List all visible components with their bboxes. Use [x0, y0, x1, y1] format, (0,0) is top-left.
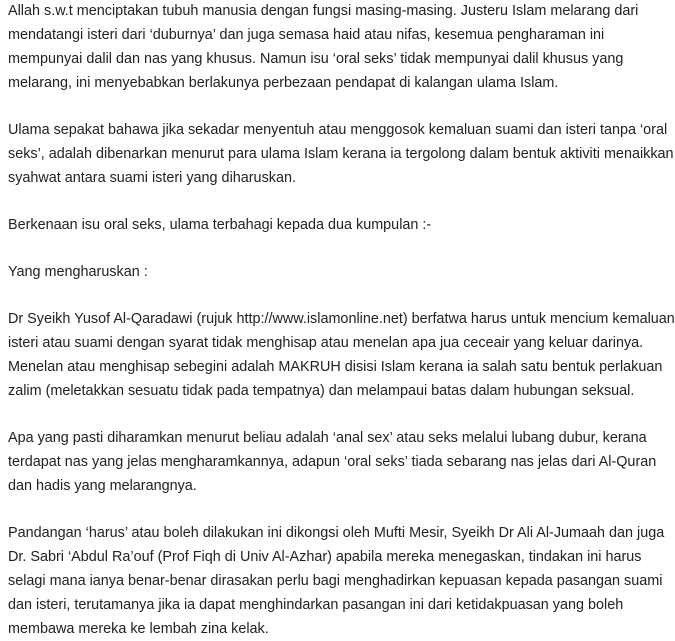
- text-line: membawa mereka ke lembah zina kelak.: [8, 621, 269, 637]
- text-line: Apa yang pasti diharamkan menurut beliau adalah ‘anal sex’ atau seks melalui lubang dubur, kerana: [8, 430, 647, 446]
- text-line: dan isteri, terutamanya jika ia dapat menghindarkan pasangan ini dari ketidakpuasan yang boleh: [8, 597, 624, 613]
- paragraph-consensus: [8, 118, 675, 190]
- text-line: dan hadis yang melarangnya.: [8, 478, 197, 494]
- text-line: selagi mana ianya benar-benar dirasakan perlu bagi menghadirkan kepuasan kepada pasangan suami: [8, 573, 663, 589]
- text-line: zalim (meletakkan sesuatu tidak pada tempatnya) dan melampaui batas dalam hubungan seksual.: [8, 383, 635, 399]
- text-line: seks’, adalah dibenarkan menurut para ulama Islam kerana ia tergolong dalam bentuk aktiviti menaikkan: [8, 146, 674, 162]
- text-line: Menelan atau menghisap sebegini adalah MAKRUH disisi Islam kerana ia salah satu bentuk perlakuan: [8, 359, 663, 375]
- text-line: Pandangan ‘harus’ atau boleh dilakukan ini dikongsi oleh Mufti Mesir, Syeikh Dr Ali Al-Jumaah dan juga: [8, 525, 665, 541]
- text-line: mendatangi isteri dari ‘duburnya’ dan juga semasa haid atau nifas, kesemua pengharaman ini: [8, 27, 605, 43]
- text-line: melarang, ini menyebabkan berlakunya perbezaan pendapat di kalangan ulama Islam.: [8, 75, 559, 91]
- text-line: terdapat nas yang jelas mengharamkannya, adapun ‘oral seks’ tiada sebarang nas jelas dari Al-Quran: [8, 454, 657, 470]
- text-line: Ulama sepakat bahawa jika sekadar menyentuh atau menggosok kemaluan suami dan isteri tanpa ‘oral: [8, 122, 668, 138]
- text-line: syahwat antara suami isteri yang diharuskan.: [8, 170, 296, 186]
- paragraph-heading-permitting: [8, 260, 675, 284]
- text-line: Dr Syeikh Yusof Al-Qaradawi (rujuk http://www.islamonline.net) berfatwa harus untuk mencium kemaluan: [8, 311, 675, 327]
- text-line: Berkenaan isu oral seks, ulama terbahagi kepada dua kumpulan :-: [8, 217, 432, 233]
- paragraph-qaradawi: [8, 307, 675, 403]
- text-line: mempunyai dalil dan nas yang khusus. Namun isu ‘oral seks’ tidak mempunyai dalil khusus yang: [8, 51, 624, 67]
- text-line: Yang mengharuskan :: [8, 264, 148, 280]
- text-line: Allah s.w.t menciptakan tubuh manusia dengan fungsi masing-masing. Justeru Islam melarang dari: [8, 3, 639, 19]
- paragraph-mufti-view: [8, 521, 675, 641]
- paragraph-intro: [8, 0, 675, 95]
- paragraph-two-groups: [8, 213, 675, 237]
- text-line: Dr. Sabri ‘Abdul Ra’ouf (Prof Fiqh di Univ Al-Azhar) apabila mereka menegaskan, tindakan ini harus: [8, 549, 642, 565]
- paragraph-prohibited: [8, 426, 675, 498]
- text-line: isteri atau suami dengan syarat tidak menghisap atau menelan apa jua ceceair yang keluar darinya.: [8, 335, 644, 351]
